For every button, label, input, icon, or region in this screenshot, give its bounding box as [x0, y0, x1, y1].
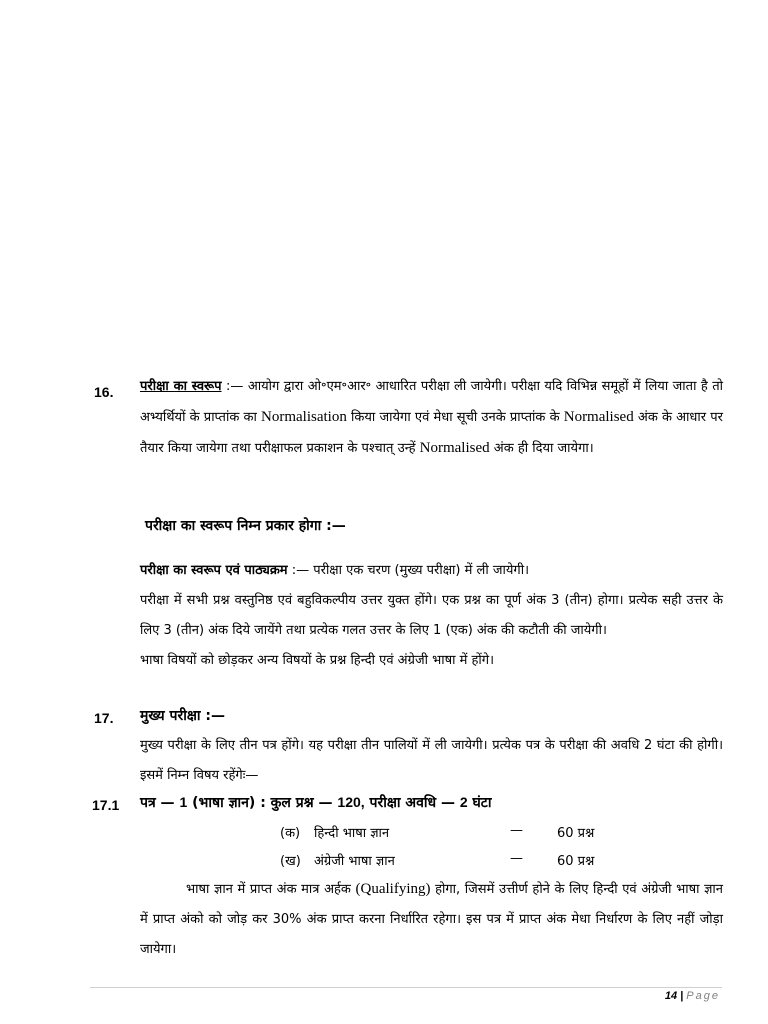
item-marker: (क): [280, 826, 301, 841]
language-subjects-line: भाषा विषयों को छोड़कर अन्य विषयों के प्रश्न हिन्दी एवं अंग्रेजी भाषा में होंगे।: [140, 653, 495, 668]
item-question-count: 60 प्रश्न: [557, 826, 595, 841]
footer-separator: |: [680, 990, 684, 1002]
item-question-count: 60 प्रश्न: [557, 854, 595, 869]
item-dash: —: [510, 823, 523, 838]
page-footer: [665, 990, 720, 1002]
exam-format-heading: परीक्षा का स्वरूप निम्न प्रकार होगा :—: [145, 518, 346, 534]
item-subject: अंग्रेजी भाषा ज्ञान: [314, 854, 395, 869]
page-label: Page: [686, 990, 720, 1002]
section-17-heading: मुख्य परीक्षा :—: [140, 708, 225, 724]
syllabus-block: [140, 556, 723, 676]
section-17-block: [140, 731, 723, 791]
item-dash: —: [510, 851, 523, 866]
footer-divider: [90, 987, 722, 988]
section-number-17: 17.: [94, 710, 114, 726]
item-subject: हिन्दी भाषा ज्ञान: [314, 826, 390, 841]
section-16-block: [140, 372, 723, 464]
syllabus-intro: परीक्षा का स्वरूप एवं पाठ्यक्रम :— परीक्षा एक चरण (मुख्य परीक्षा) में ली जायेगी।: [140, 563, 530, 578]
section-16-heading: परीक्षा का स्वरूप: [140, 379, 222, 394]
qualifying-note-block: [140, 874, 723, 965]
syllabus-heading: परीक्षा का स्वरूप एवं पाठ्यक्रम: [140, 563, 288, 578]
section-16-paragraph: परीक्षा का स्वरूप :— आयोग द्वारा ओ॰एम॰आर॰ आधारित परीक्षा ली जायेगी। परीक्षा यदि विभिन्न समूहों में लिया जाता है तो अभ्यर्थियों के प्राप्तांक का Normalisation किया जायेगा एवं मेधा सूची उनके प्राप्तांक के Normalised अंक के आधार पर तैयार किया जायेगा तथा परीक्षाफल प्रकाशन के पश्चात् उन्हें Normalised अंक ही दिया जायेगा।: [140, 379, 723, 456]
section-number-16: 16.: [94, 384, 114, 400]
paper-1-title: पत्र — 1 (भाषा ज्ञान) : कुल प्रश्न — 120, परीक्षा अवधि — 2 घंटा: [140, 794, 492, 811]
section-number-17-1: 17.1: [92, 797, 120, 813]
section-17-paragraph: मुख्य परीक्षा के लिए तीन पत्र होंगे। यह परीक्षा तीन पालियों में ली जायेगी। प्रत्येक पत्र के परीक्षा की अवधि 2 घंटा की होगी। इसमें निम्न विषय रहेंगेः—: [140, 738, 723, 783]
item-marker: (ख): [280, 854, 301, 869]
page-number: 14: [664, 990, 678, 1002]
qualifying-note: भाषा ज्ञान में प्राप्त अंक मात्र अर्हक (Qualifying) होगा, जिसमें उत्तीर्ण होने के लिए हिन्दी एवं अंग्रेजी भाषा ज्ञान में प्राप्त अंको को जोड़ कर 30% अंक प्राप्त करना निर्धारित रहेगा। इस पत्र में प्राप्त अंक मेधा निर्धारण के लिए नहीं जोड़ा जायेगा।: [140, 881, 723, 957]
syllabus-paragraph: परीक्षा में सभी प्रश्न वस्तुनिष्ठ एवं बहुविकल्पीय उत्तर युक्त होंगे। एक प्रश्न का पूर्ण अंक 3 (तीन) होगा। प्रत्येक सही उत्तर के लिए 3 (तीन) अंक दिये जायेंगे तथा प्रत्येक गलत उत्तर के लिए 1 (एक) अंक की कटौती की जायेगी।: [140, 593, 723, 638]
